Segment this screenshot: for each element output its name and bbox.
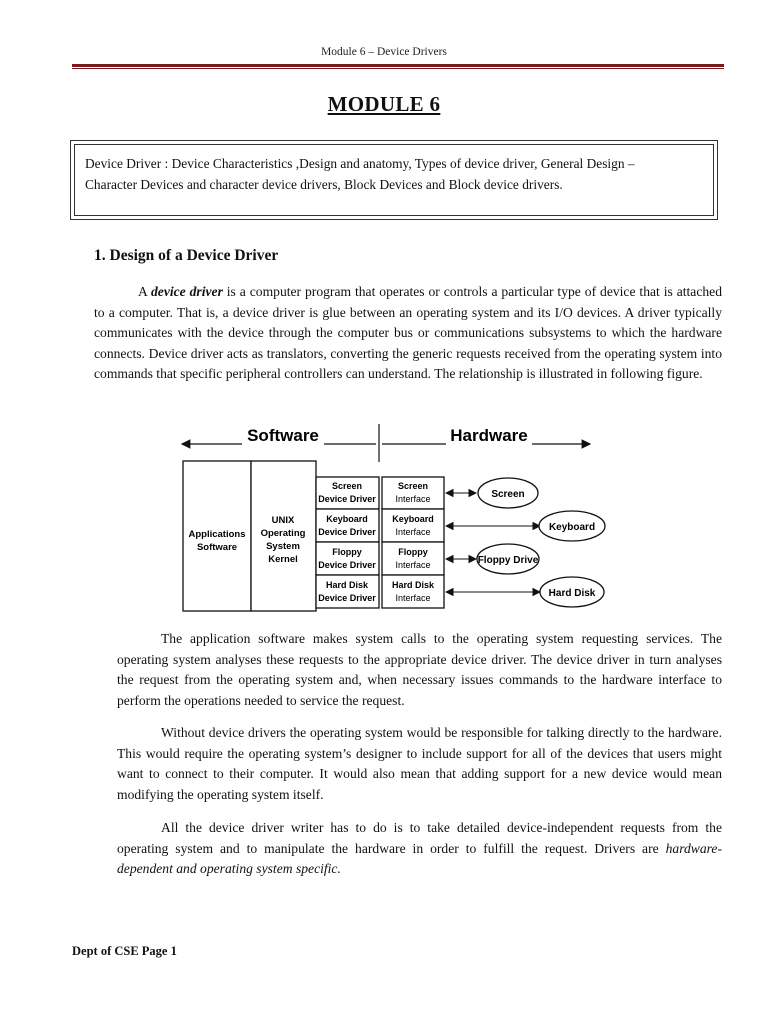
interface-harddisk-2: Interface bbox=[395, 593, 431, 603]
interface-keyboard-2: Interface bbox=[395, 527, 431, 537]
applications-text-1: Applications bbox=[188, 529, 246, 540]
interface-screen-2: Interface bbox=[395, 494, 431, 504]
paragraph-driver-writer bbox=[117, 818, 722, 880]
software-label: Software bbox=[247, 426, 319, 445]
applications-text-2: Software bbox=[196, 542, 238, 553]
summary-line-1: Device Driver : Device Characteristics ,Design and anatomy, Types of device driver, General Design – bbox=[85, 156, 635, 171]
interface-keyboard-1: Keyboard bbox=[392, 514, 434, 524]
kernel-text-3: System bbox=[266, 541, 300, 552]
paragraph-3-text: Without device drivers the operating system would be responsible for talking directly to the hardware. This would require the operating system’s designer to include support for all of the devices that users might want to connect to their computer. It would also mean that adding support for a new device would mean modifying the operating system itself. bbox=[117, 725, 722, 802]
kernel-text-4: Kernel bbox=[268, 554, 298, 565]
driver-keyboard-2: Device Driver bbox=[318, 527, 376, 537]
kernel-text-1: UNIX bbox=[271, 515, 295, 526]
summary-line-2: Character Devices and character device drivers, Block Devices and Block device drivers. bbox=[85, 177, 563, 192]
page-title: MODULE 6 bbox=[327, 92, 441, 116]
term-device-driver: device driver bbox=[151, 284, 223, 299]
interface-harddisk-1: Hard Disk bbox=[391, 580, 435, 590]
driver-screen-1: Screen bbox=[331, 481, 363, 491]
module-summary-box bbox=[70, 140, 718, 220]
driver-harddisk-1: Hard Disk bbox=[325, 580, 369, 590]
driver-column bbox=[316, 477, 379, 608]
paragraph-without-drivers bbox=[117, 723, 722, 805]
device-driver-figure bbox=[170, 420, 610, 625]
interface-floppy-2: Interface bbox=[395, 560, 431, 570]
driver-screen-2: Device Driver bbox=[318, 494, 376, 504]
device-floppy: Floppy Drive bbox=[477, 555, 539, 566]
driver-harddisk-2: Device Driver bbox=[318, 593, 376, 603]
interface-screen-1: Screen bbox=[397, 481, 429, 491]
kernel-text-2: Operating bbox=[260, 528, 306, 539]
device-keyboard: Keyboard bbox=[548, 522, 596, 533]
hardware-label: Hardware bbox=[450, 426, 528, 445]
device-screen: Screen bbox=[491, 489, 525, 500]
interface-column bbox=[382, 477, 444, 608]
paragraph-4-emphasis: hardware-dependent and operating system specific. bbox=[117, 840, 722, 877]
driver-floppy-1: Floppy bbox=[332, 547, 362, 557]
figure-svg bbox=[170, 420, 610, 620]
running-header: Module 6 – Device Drivers bbox=[321, 46, 447, 58]
driver-keyboard-1: Keyboard bbox=[326, 514, 368, 524]
footer-page-label: Dept of CSE Page 1 bbox=[72, 944, 177, 958]
section-heading: 1. Design of a Device Driver bbox=[94, 247, 279, 264]
device-harddisk: Hard Disk bbox=[548, 588, 596, 599]
paragraph-intro bbox=[94, 282, 722, 385]
driver-floppy-2: Device Driver bbox=[318, 560, 376, 570]
header-rule bbox=[72, 64, 724, 69]
paragraph-4-text: All the device driver writer has to do is to take detailed device-independent requests from the operating system and to manipulate the hardware in order to fulfill the request. Drivers are bbox=[117, 820, 722, 856]
interface-floppy-1: Floppy bbox=[398, 547, 428, 557]
intro-lead: A bbox=[138, 284, 151, 299]
module-summary-inner bbox=[74, 144, 714, 216]
paragraph-2-text: The application software makes system calls to the operating system requesting services. The operating system analyses these requests to the appropriate device driver. The device driver in turn analyses the request from the operating system and, when necessary issues commands to the hardware interface to perform the operations needed to service the request. bbox=[117, 631, 722, 708]
paragraph-system-calls bbox=[117, 629, 722, 711]
intro-body: is a computer program that operates or controls a particular type of device that is attached to a computer. That is, a device driver is glue between an operating system and its I/O devices. A driver typically communicates with the device through the computer bus or communications subsystems to which the hardware connects. Device driver acts as translators, converting the generic requests received from the operating system into commands that specific peripheral controllers can understand. The relationship is illustrated in following figure. bbox=[94, 284, 722, 382]
